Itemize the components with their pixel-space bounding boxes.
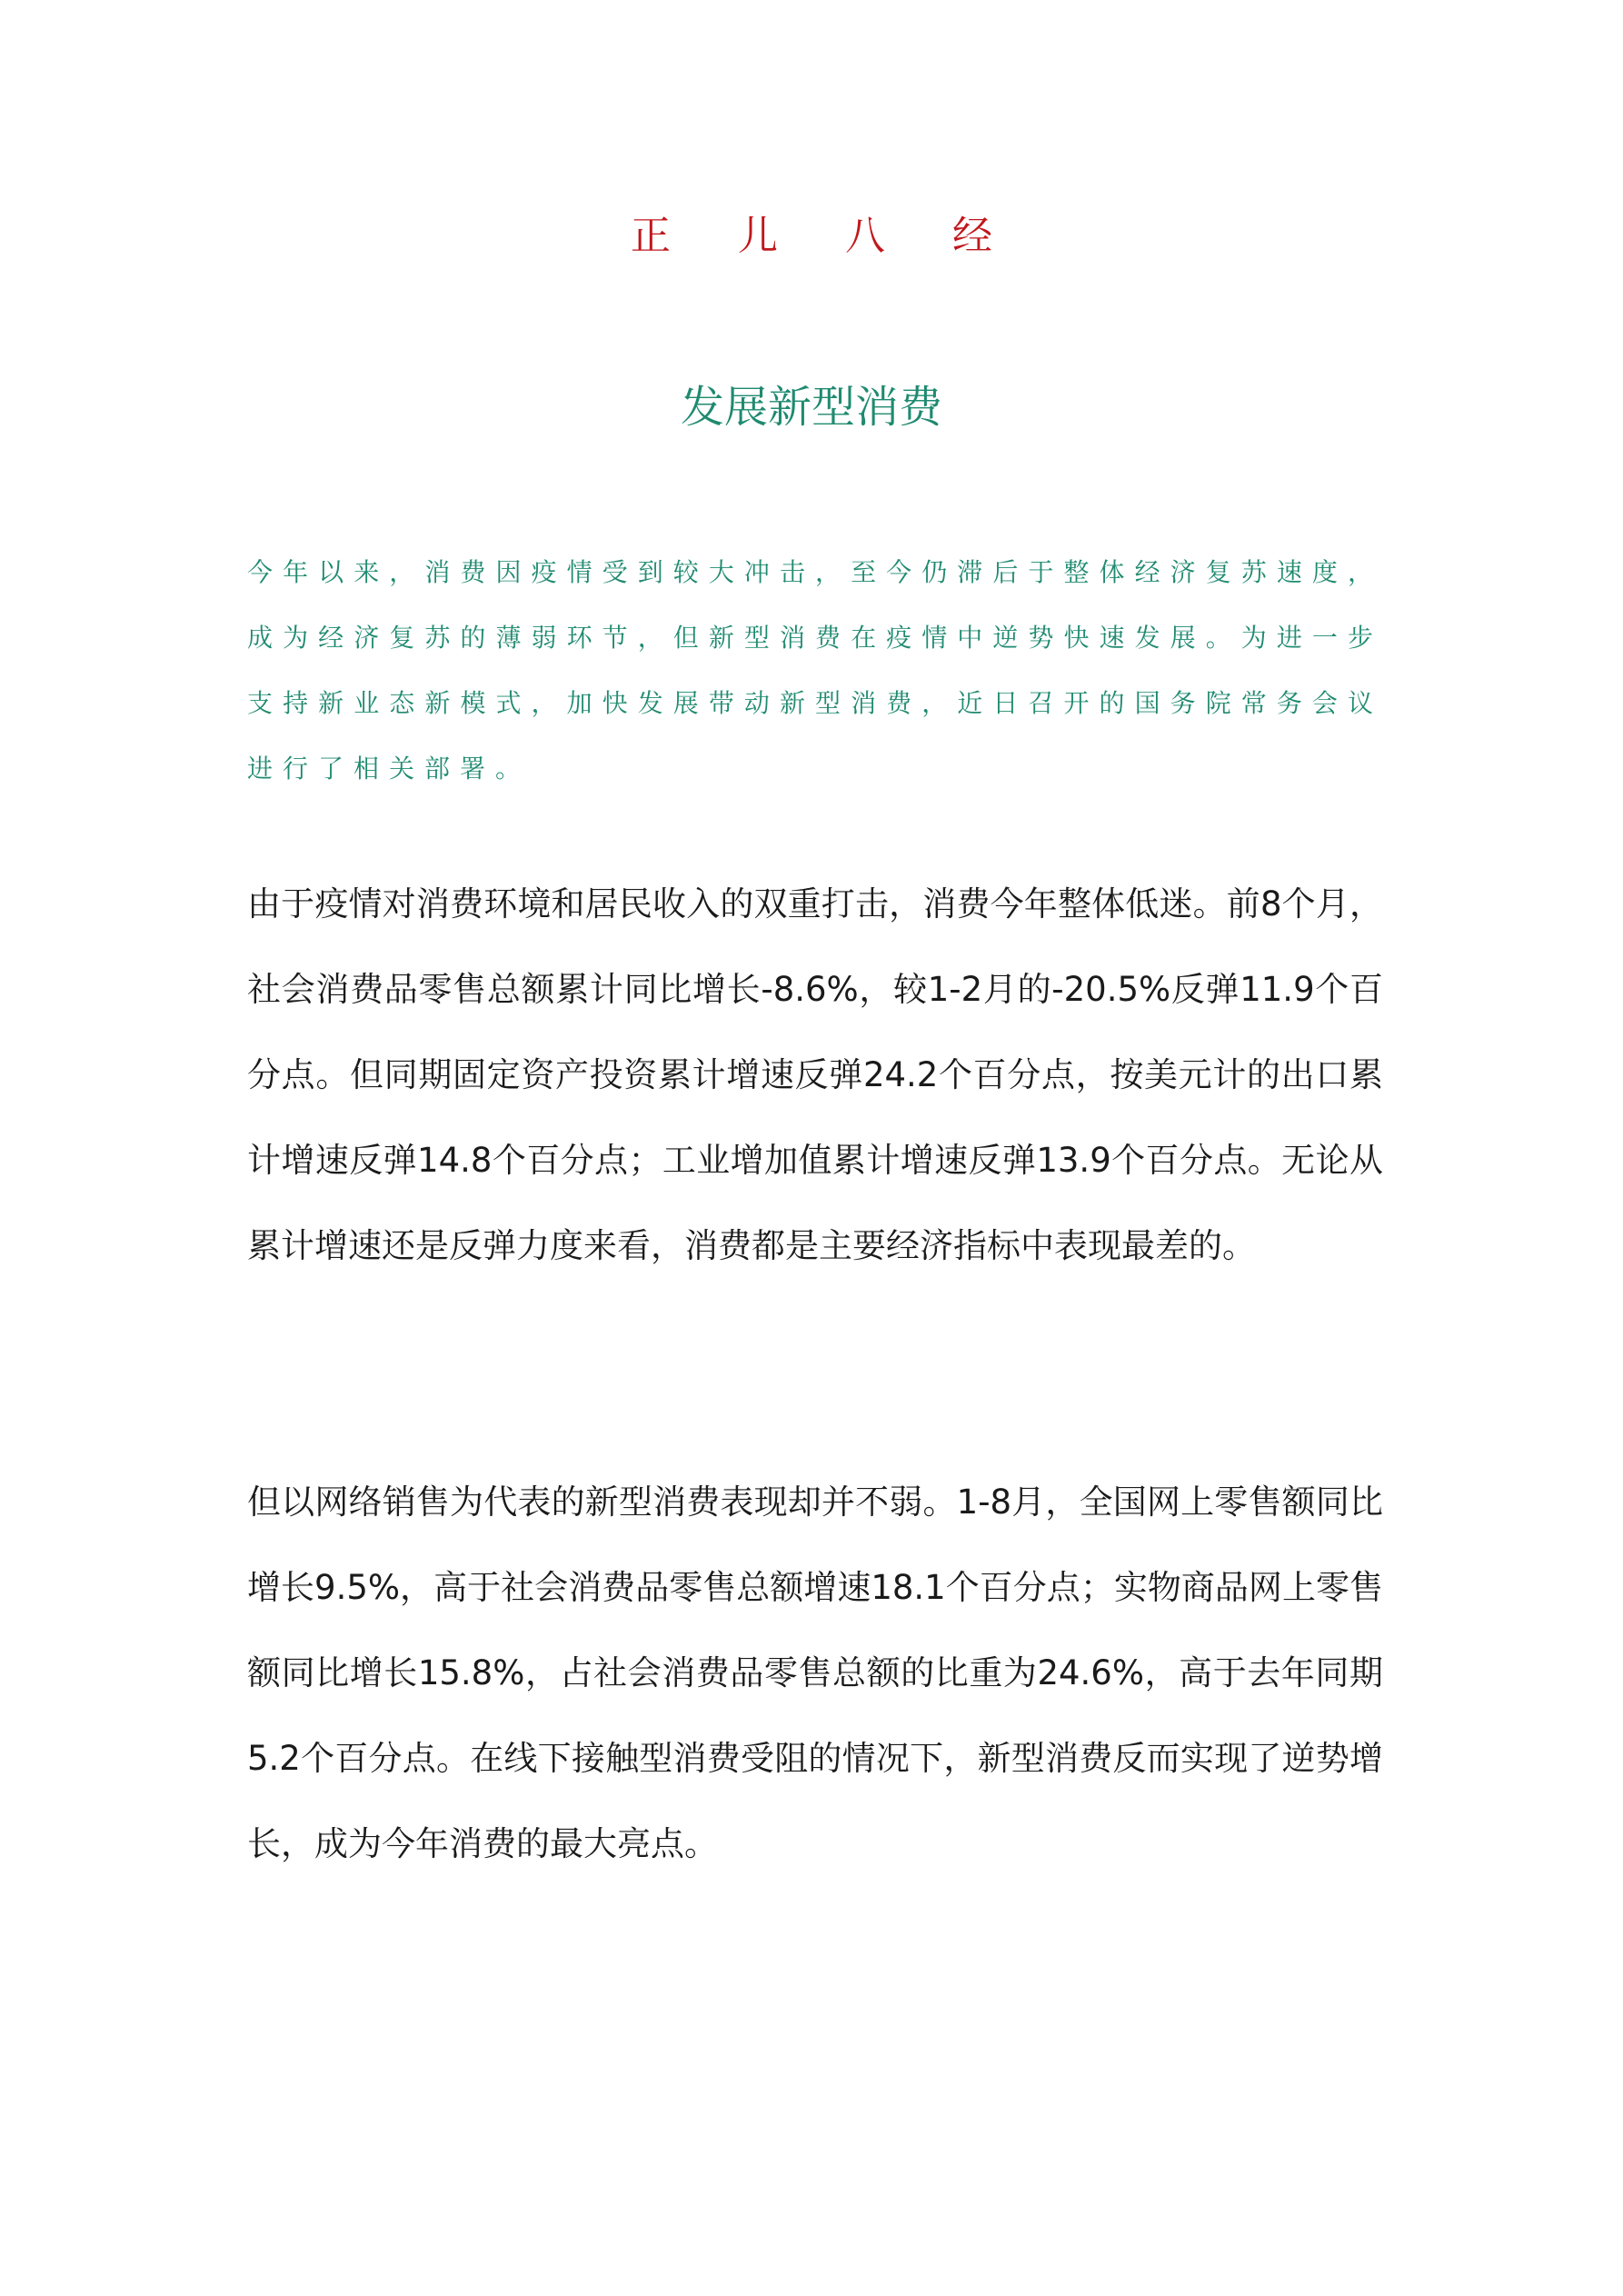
article-headline: 发展新型消费 — [680, 382, 942, 433]
column-title: 正 儿 八 经 — [631, 213, 1020, 259]
body-paragraph: 由于疫情对消费环境和居民收入的双重打击，消费今年整体低迷。前8个月，社会消费品零售总额累计同比增长-8.6%，较1-2月的-20.5%反弹11.9个百分点。但同期固定资产投资累计增速反弹24.2个百分点，按美元计的出口累计增速反弹14.8个百分点；工业增加值累计增速反弹13.9个百分点。无论从累计增速还是反弹力度来看，消费都是主要经济指标中表现最差的。 — [247, 884, 1383, 1265]
lead-paragraph: 今年以来，消费因疫情受到较大冲击，至今仍滞后于整体经济复苏速度，成为经济复苏的薄弱环节，但新型消费在疫情中逆势快速发展。为进一步支持新业态新模式，加快发展带动新型消费，近日召开的国务院常务会议进行了相关部署。 — [247, 557, 1383, 784]
body-paragraph: 但以网络销售为代表的新型消费表现却并不弱。1-8月，全国网上零售额同比增长9.5%，高于社会消费品零售总额增速18.1个百分点；实物商品网上零售额同比增长15.8%，占社会消费品零售总额的比重为24.6%，高于去年同期5.2个百分点。在线下接触型消费受阻的情况下，新型消费反而实现了逆势增长，成为今年消费的最大亮点。 — [247, 1482, 1383, 1863]
